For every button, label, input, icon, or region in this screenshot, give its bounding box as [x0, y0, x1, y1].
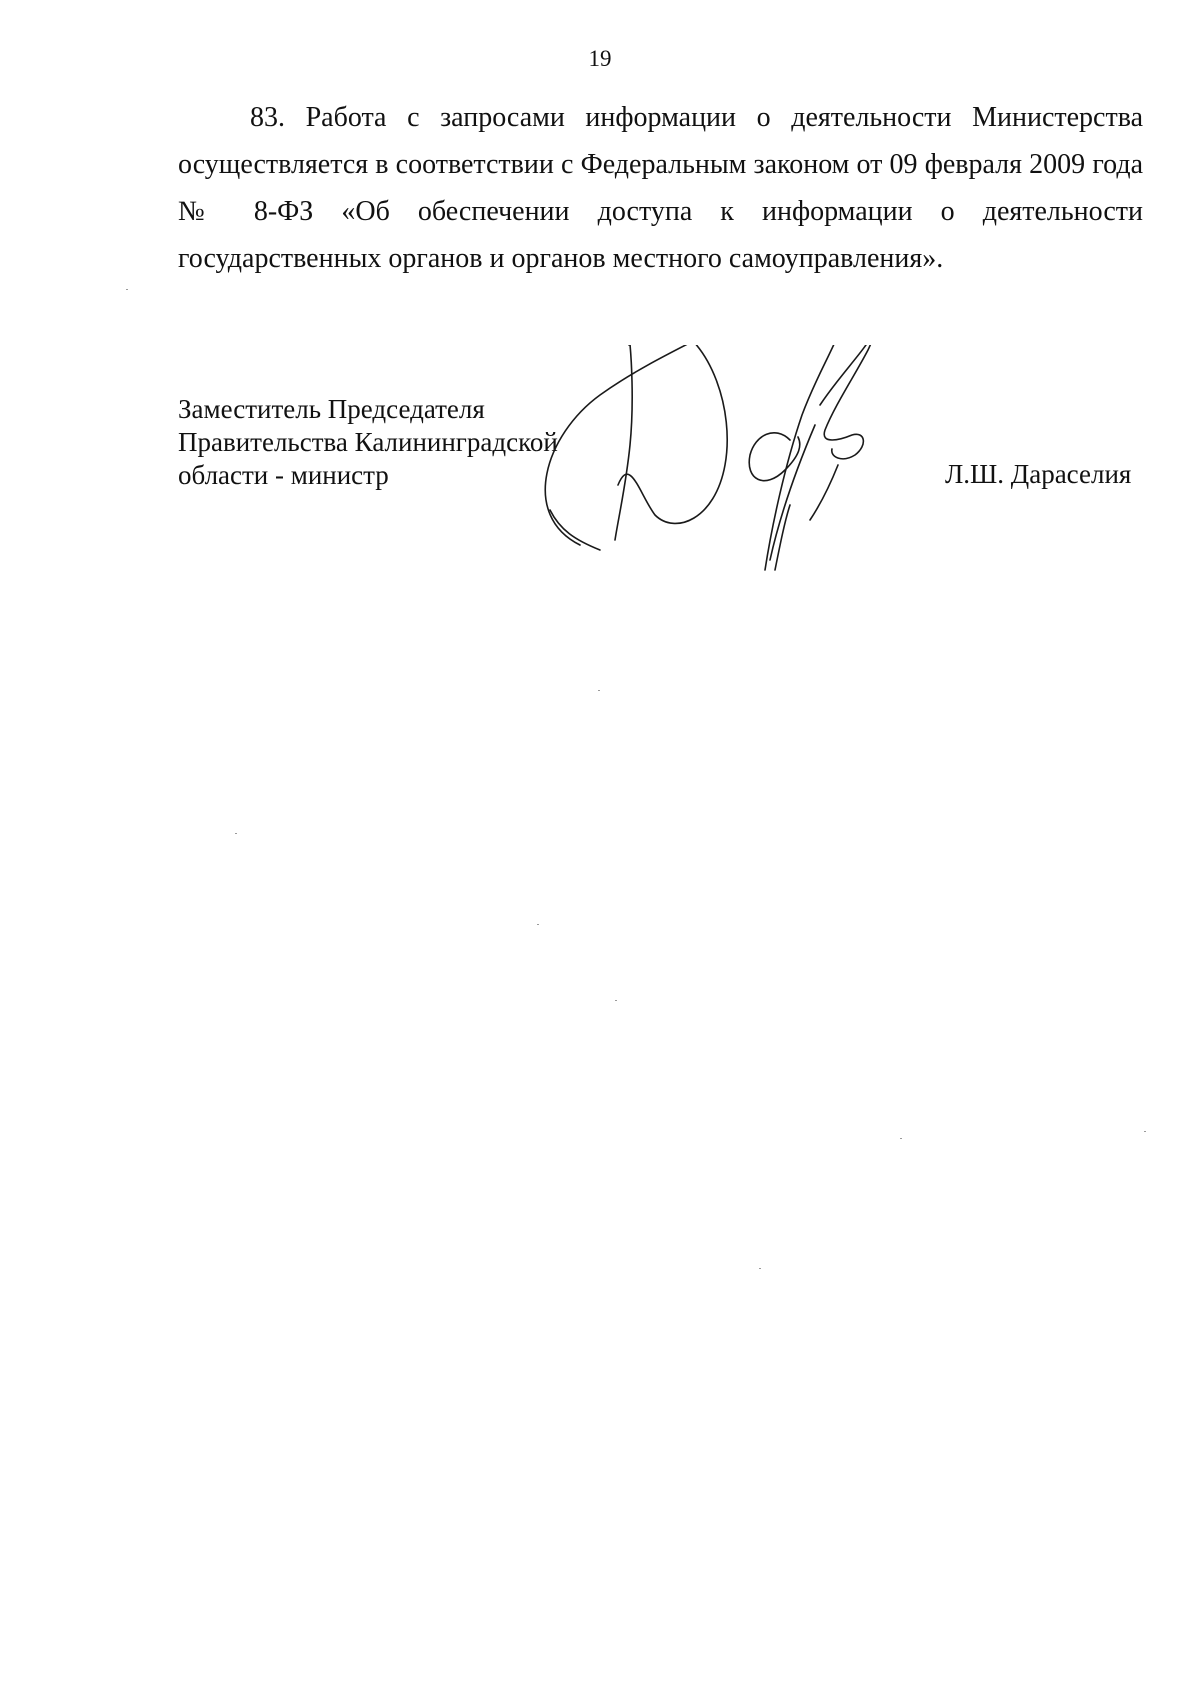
- body-paragraph: 83. Работа с запросами информации о деятельности Министерства осуществляется в соответствии с Федеральным законом от 09 февраля 2009 года № 8-ФЗ «Об обеспечении доступа к информации о деятельности государственных органов и органов местного самоуправления».: [178, 102, 1143, 274]
- scan-speck: [126, 289, 128, 290]
- scan-speck: [235, 833, 237, 834]
- scan-speck: [900, 1138, 902, 1139]
- scan-speck: [537, 924, 539, 925]
- page-number: 19: [588, 46, 612, 71]
- signature-strokes: [545, 345, 875, 570]
- scan-speck: [598, 690, 600, 691]
- handwritten-signature: [540, 345, 970, 625]
- signatory-title-line-3: области - министр: [178, 460, 389, 490]
- scan-speck: [615, 1000, 617, 1001]
- signatory-name: Л.Ш. Дараселия: [945, 459, 1132, 489]
- scan-speck: [759, 1268, 761, 1269]
- scan-speck: [1144, 1131, 1146, 1132]
- signatory-title-line-1: Заместитель Председателя: [178, 394, 485, 424]
- signatory-title: [178, 393, 558, 492]
- signatory-title-line-2: Правительства Калининградской: [178, 427, 558, 457]
